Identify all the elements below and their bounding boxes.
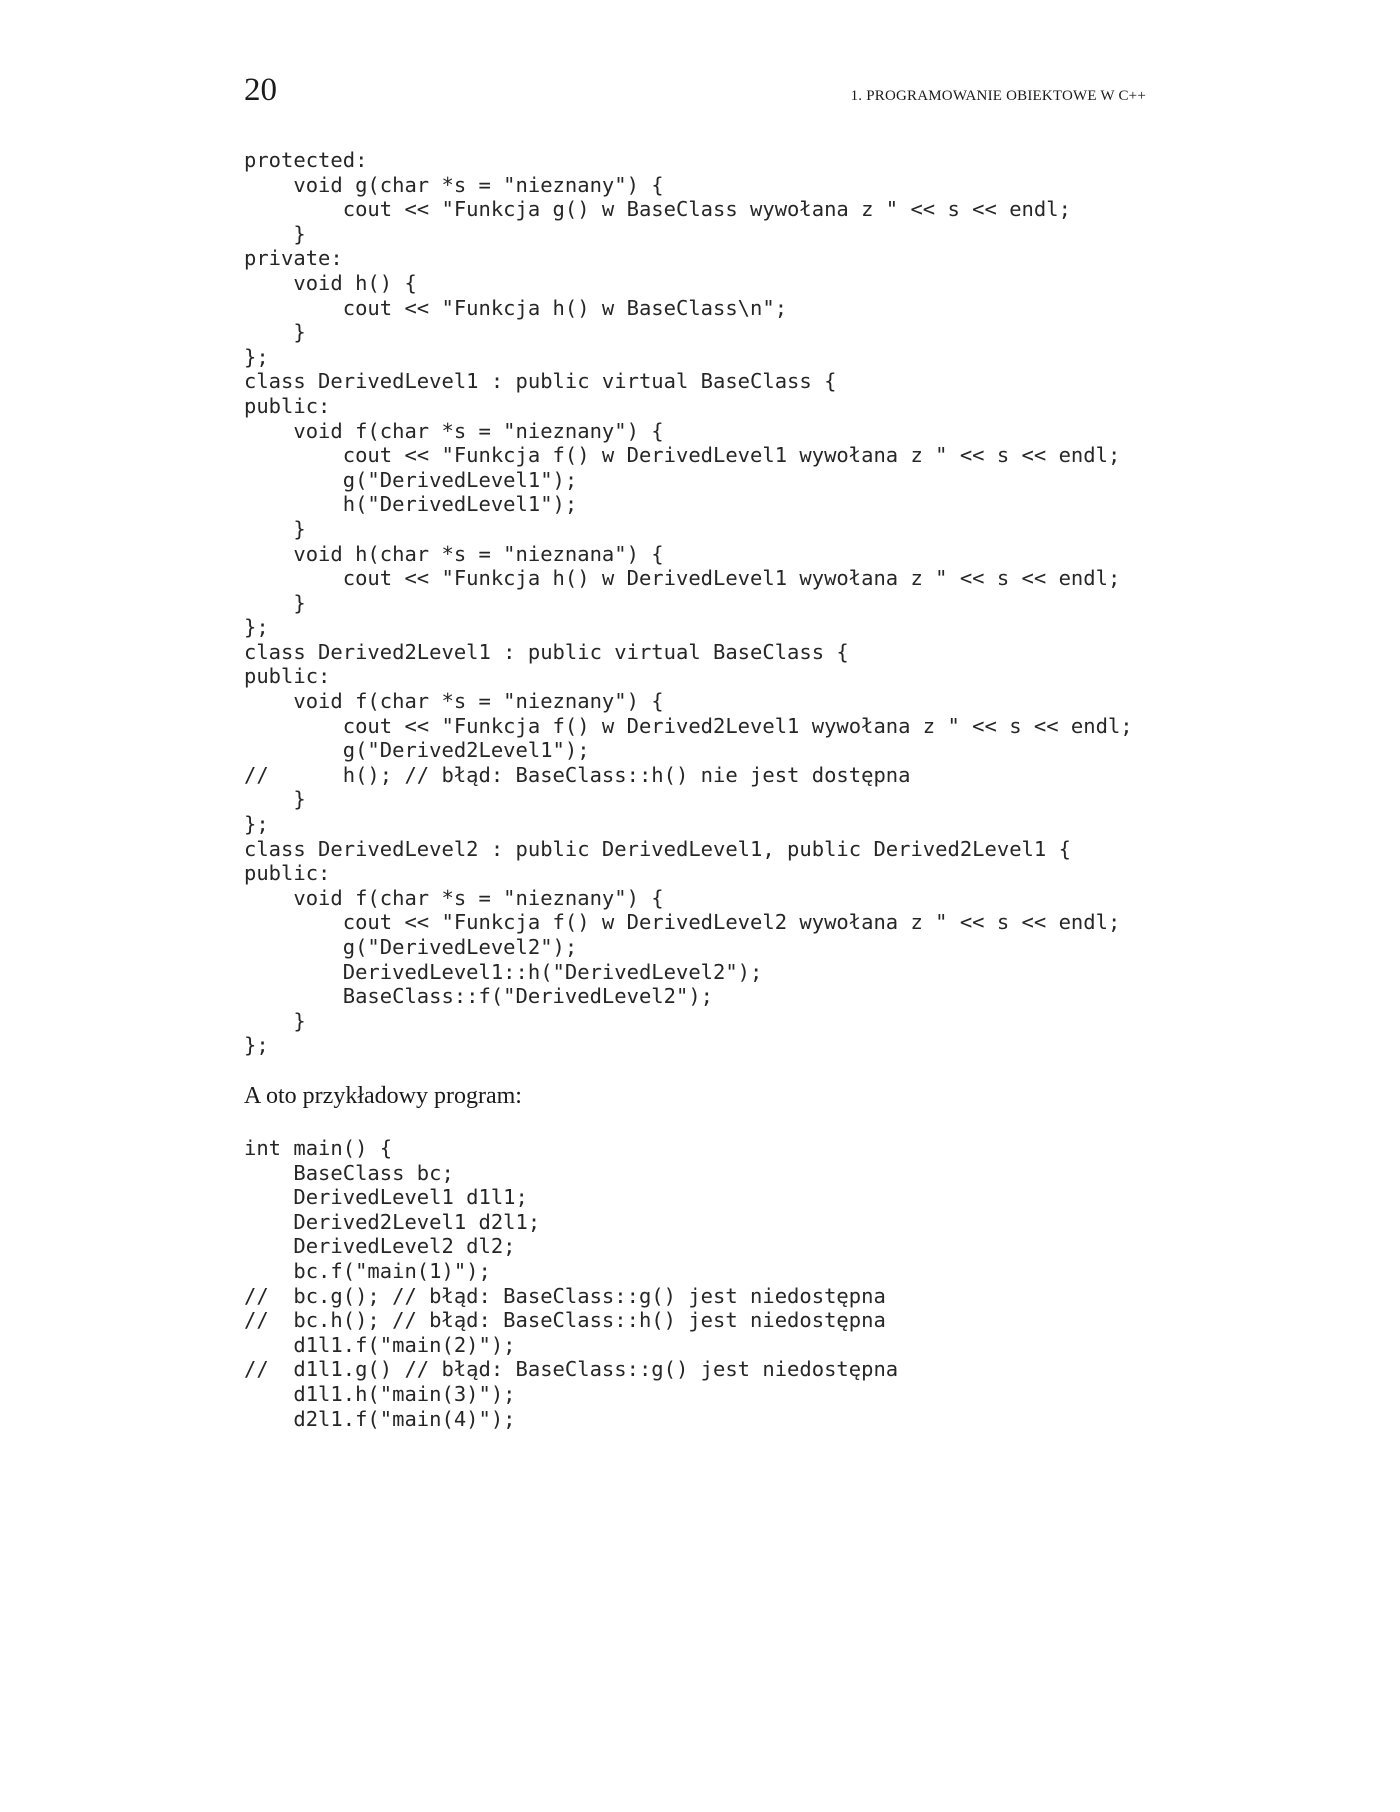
code-line: private: (244, 246, 343, 271)
code-line: d1l1.h("main(3)"); (244, 1381, 516, 1406)
code-line: public: (244, 393, 331, 418)
code-line: BaseClass::f("DerivedLevel2"); (244, 984, 713, 1009)
code-line: public: (244, 861, 331, 886)
code-listing-main (244, 1136, 898, 1431)
code-line: Derived2Level1 d2l1; (244, 1209, 541, 1234)
code-line: }; (244, 344, 269, 369)
code-line: cout << "Funkcja f() w DerivedLevel1 wywołana z " << s << endl; (244, 443, 1121, 468)
code-line: // h(); // błąd: BaseClass::h() nie jest dostępna (244, 762, 911, 787)
code-line: } (244, 787, 306, 812)
code-line: cout << "Funkcja f() w DerivedLevel2 wywołana z " << s << endl; (244, 910, 1121, 935)
code-line: // bc.h(); // błąd: BaseClass::h() jest niedostępna (244, 1308, 886, 1333)
code-line: } (244, 221, 306, 246)
code-line: g("DerivedLevel1"); (244, 467, 578, 492)
chapter-running-header: 1. PROGRAMOWANIE OBIEKTOWE W C++ (850, 88, 1146, 104)
code-line: cout << "Funkcja h() w DerivedLevel1 wywołana z " << s << endl; (244, 566, 1121, 591)
code-line: } (244, 516, 306, 541)
body-paragraph: A oto przykładowy program: (244, 1083, 522, 1109)
code-line: // d1l1.g() // błąd: BaseClass::g() jest niedostępna (244, 1357, 899, 1382)
code-line: }; (244, 1033, 269, 1058)
code-line: void g(char *s = "nieznany") { (244, 172, 664, 197)
code-line: void f(char *s = "nieznany") { (244, 418, 664, 443)
code-line: cout << "Funkcja f() w Derived2Level1 wywołana z " << s << endl; (244, 713, 1133, 738)
code-line: g("Derived2Level1"); (244, 738, 590, 763)
code-line: void f(char *s = "nieznany") { (244, 885, 664, 910)
code-line: class DerivedLevel1 : public virtual BaseClass { (244, 369, 837, 394)
code-line: } (244, 590, 306, 615)
code-line: class DerivedLevel2 : public DerivedLevel1, public Derived2Level1 { (244, 836, 1071, 861)
code-line: g("DerivedLevel2"); (244, 935, 578, 959)
code-line: DerivedLevel2 dl2; (244, 1234, 516, 1259)
code-line: cout << "Funkcja g() w BaseClass wywołana z " << s << endl; (244, 197, 1071, 222)
code-line: void h(char *s = "nieznana") { (244, 541, 664, 566)
code-line: void h() { (244, 270, 417, 295)
code-line: } (244, 1008, 306, 1033)
code-line: }; (244, 615, 269, 640)
code-line: cout << "Funkcja h() w BaseClass\n"; (244, 295, 788, 320)
code-line: d1l1.f("main(2)"); (244, 1332, 516, 1357)
code-line: BaseClass bc; (244, 1160, 454, 1185)
code-line: int main() { (244, 1136, 393, 1160)
code-line: h("DerivedLevel1"); (244, 492, 578, 517)
code-line: DerivedLevel1::h("DerivedLevel2"); (244, 959, 763, 984)
code-line: bc.f("main(1)"); (244, 1258, 491, 1283)
code-line: }; (244, 812, 269, 837)
code-listing-classes (244, 148, 1133, 1058)
code-line: // bc.g(); // błąd: BaseClass::g() jest niedostępna (244, 1283, 886, 1308)
code-line: d2l1.f("main(4)"); (244, 1406, 516, 1431)
code-line: class Derived2Level1 : public virtual BaseClass { (244, 639, 849, 664)
code-line: DerivedLevel1 d1l1; (244, 1185, 528, 1210)
page-number: 20 (244, 72, 277, 108)
code-line: public: (244, 664, 331, 689)
code-line: } (244, 320, 306, 345)
code-line: protected: (244, 148, 368, 172)
code-line: void f(char *s = "nieznany") { (244, 689, 664, 714)
